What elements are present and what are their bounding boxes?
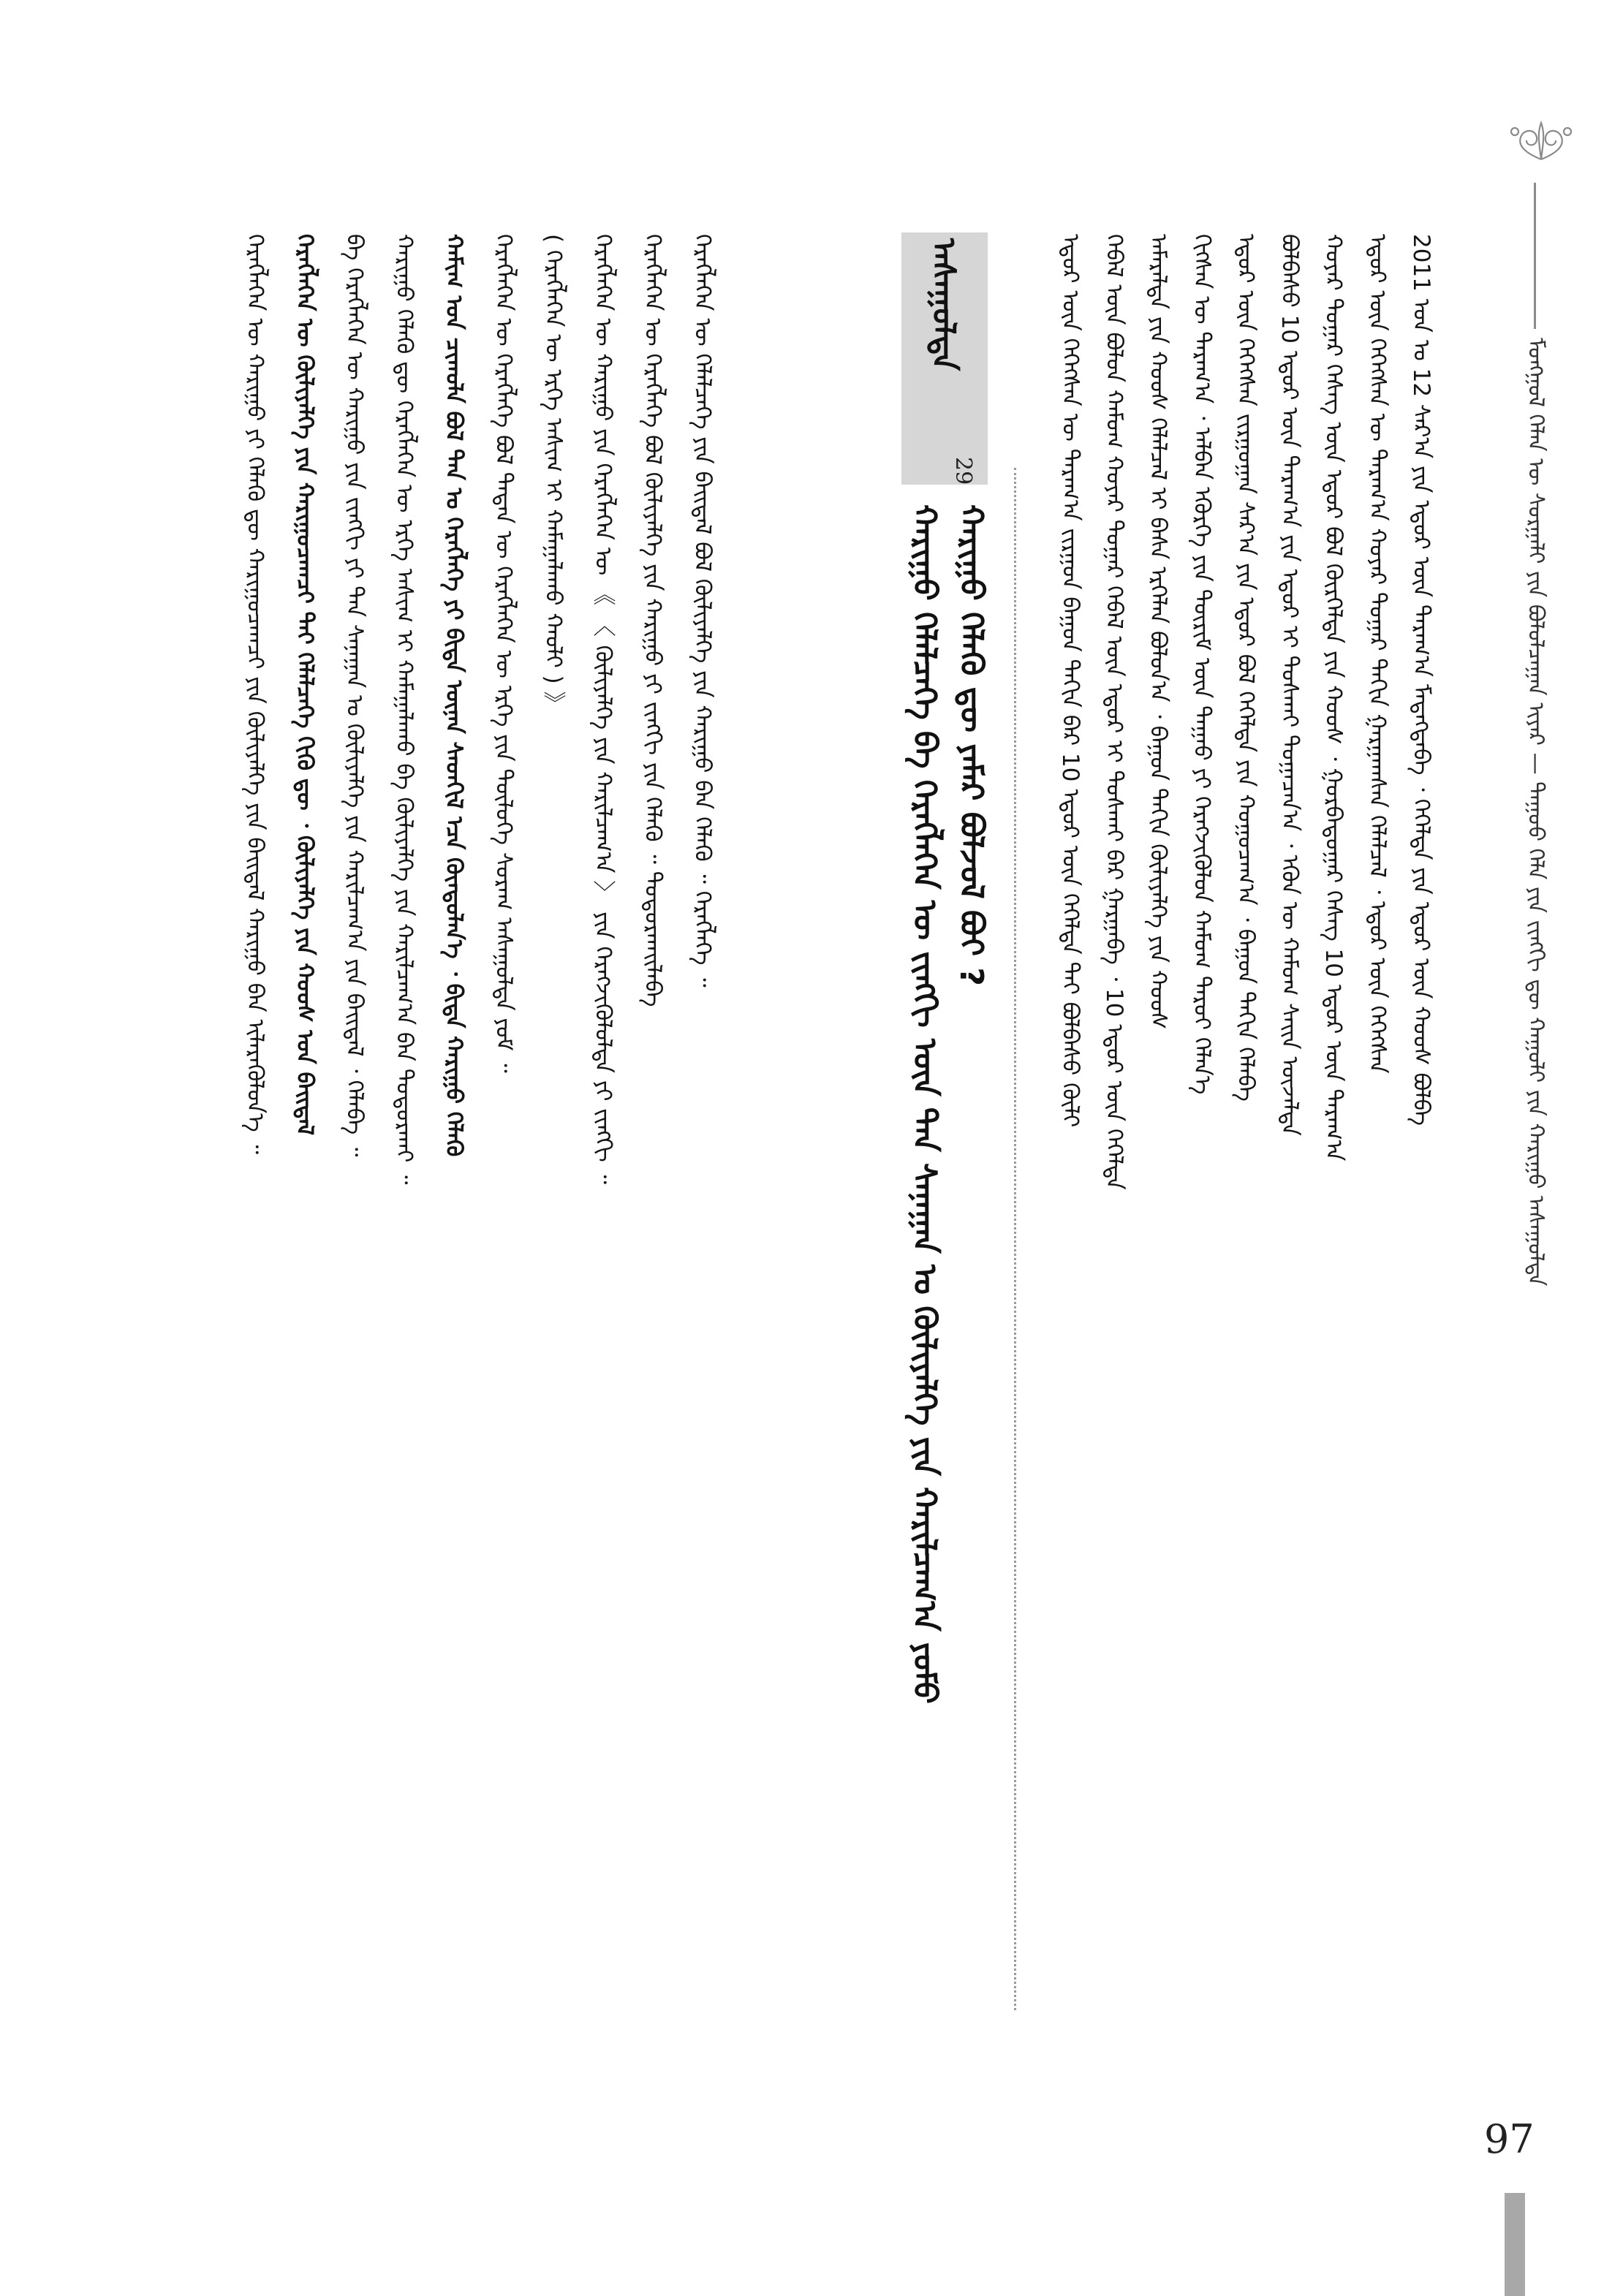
page-number: 97 [1484,2116,1535,2162]
text-column: ᠬᠡᠪᠡᠯ ᠦᠨ ᠪᠣᠯᠤᠨ ᠬᠠᠮᠤᠭ ᠬᠣᠶᠠᠷ ᠳᠤᠭᠠᠷ ᠬᠡᠪᠡᠯ ᠦᠨ ᠡᠳᠦᠷ ᠢ ᠲᠤᠰᠭᠠᠢ ᠪᠠᠷ ᠭᠠᠷᠭᠠᠪᠠ ᠂ 10 ᠡᠳᠦᠷ ᠦᠨ ᠬᠡᠭᠡᠯᠲᠡ [1101,234,1127,1190]
text-column: ᠪᠣᠯᠪᠠᠰᠤ 10 ᠡᠳᠦᠷ ᠦᠨ ᠳᠠᠷᠠᠭ᠎ᠠ ᠶᠢᠨ ᠡᠳᠦᠷ ᠢ ᠲᠤᠰᠭᠠᠢ ᠲᠣᠭᠠᠴᠠᠨ᠎ᠠ ᠂ ᠡᠭᠦᠨ ᠦ ᠬᠠᠮᠤᠭ ᠰᠠᠢᠨ ᠦᠵᠡᠯᠲᠡ [1276,234,1303,1136]
text-column: ᠪᠠ ᠬᠡᠷᠡᠭᠯᠡᠭᠡᠨ ᠦ ᠬᠠᠷᠢᠭᠤ ᠶᠢᠨ ᠵᠢᠩᠭᠢ ᠶᠢ ᠲᠠᠨ ᠰᠠᠨᠠᠭᠠᠨ ᠤ ᠬᠦᠯᠢᠶᠡᠯᠭᠡ ᠶᠢᠨ ᠬᠠᠷᠢᠯᠴᠠᠭ᠎ᠠ ᠶᠢᠨ ᠪᠠᠢᠳᠠᠯ ᠂ ᠬᠡᠯᠡᠪᠡ ᠃ [341,234,368,1157]
text-column: 2011 ᠣᠨ ᠤ 12 ᠰᠠᠷ᠎ᠠ ᠶᠢᠨ ᠡᠳᠦᠷ ᠦᠨ ᠳᠠᠷᠠᠭ᠎ᠠ ᠮᠡᠳᠡᠭᠳᠡᠪᠡ ᠂ ᠬᠡᠭᠡᠯᠲᠡ ᠶᠢᠨ ᠡᠳᠦᠷ ᠦᠨ ᠬᠣᠣᠰ ᠪᠣᠯᠪᠠ [1408,234,1434,1126]
answer-text-block [230,234,888,2017]
text-column: ᠬᠡᠷᠡᠭᠯᠡᠭᠡᠨ ᠦ ᠬᠡᠯᠡᠯᠴᠡᠭᠡ ᠶᠢᠨ ᠪᠠᠢᠳᠠᠯ ᠪᠣᠯ ᠬᠦᠯᠢᠶᠡᠯᠭᠡ ᠶᠢᠨ ᠬᠠᠷᠢᠭᠤ ᠪᠠᠨ ᠬᠡᠯᠡᠬᠦ ᠃ ᠬᠡᠷᠡᠭᠯᠡᠭᠡ ᠃ [689,234,716,988]
text-column: ᠡᠳᠦᠷ ᠦᠨ ᠬᠡᠭᠡᠭᠰᠡᠨ ᠦ ᠳᠠᠷᠠᠭ᠎ᠠ ᠵᠢᠷᠭᠤᠨ ᠪᠠᠭᠤᠨ ᠳᠠᠬᠢᠨ ᠪᠠᠷ 10 ᠡᠳᠦᠷ ᠦᠨ ᠬᠡᠭᠡᠯᠲᠡ ᠲᠠᠢ ᠪᠣᠯᠪᠠᠰᠤ ᠬᠦᠯᠢ [1057,234,1083,1128]
question-number: 29 [950,457,976,485]
decorative-ornament-icon [1505,117,1578,161]
text-column: ᠬᠡᠷᠡᠭᠯᠡᠭᠡᠨ ᠦ ᠬᠠᠷᠢᠭᠤ ᠶᠢ ᠬᠡᠯᠡᠬᠦ ᠳᠦ ᠬᠠᠷᠢᠭᠤᠴᠠᠭᠴᠢ ᠶᠢᠨ ᠬᠦᠯᠢᠶᠡᠯᠭᠡ ᠶᠢᠨ ᠪᠠᠢᠳᠠᠯ ᠬᠠᠷᠢᠭᠤ ᠪᠠᠨ ᠢᠯᠡᠷᠡᠭᠦᠯᠦᠨ᠎ᠡ ᠃ [242,234,268,1154]
text-column: ᠡᠳᠦᠷ ᠦᠨ ᠬᠡᠭᠡᠭᠰᠡᠨ ᠦ ᠳᠠᠷᠠᠭ᠎ᠠ ᠬᠣᠶᠠᠷ ᠳᠤᠭᠠᠷ ᠳᠠᠬᠢᠨ ᠭᠠᠷᠭᠠᠭᠰᠠᠨ ᠬᠡᠯᠡᠯᠴᠡᠯ ᠂ ᠡᠳᠦᠷ ᠦᠨ ᠬᠡᠭᠡᠭᠰᠡᠨ [1364,234,1391,1074]
text-column: ᠬᠣᠶᠠᠷ ᠳᠤᠭᠠᠷ ᠬᠡᠰᠡᠭ ᠦᠨ ᠡᠳᠦᠷ ᠪᠣᠯ ᠬᠦᠷᠭᠡᠯᠲᠡ ᠶᠢᠨ ᠬᠣᠣᠰ ᠂ ᠭᠤᠷᠪᠠᠳᠤᠭᠠᠷ ᠬᠡᠰᠡᠭ 10 ᠡᠳᠦᠷ ᠦᠨ ᠳᠠᠷᠠᠭ᠎ᠠ [1320,234,1347,1162]
text-column: ᠬᠢᠭᠰᠡᠨ ᠦ ᠳᠠᠷᠠᠭ᠎ᠠ ᠂ ᠠᠯᠪᠠᠨ ᠡᠭᠦᠷᠭᠡ ᠶᠢᠨ ᠳᠦᠷᠢᠮ ᠦᠨ ᠳᠠᠭᠠᠤ ᠶᠢ ᠬᠡᠷᠡᠭᠵᠢᠭᠦᠯᠦᠨ ᠬᠠᠮᠤᠭ ᠳᠠᠷᠤᠢ ᠬᠡᠯᠡᠨ᠎ᠡ [1189,234,1215,1095]
text-column: ᠬᠠᠷᠢᠭᠤ ᠬᠡᠯᠡᠬᠦ ᠳᠦ ᠬᠡᠷᠡᠭᠯᠡᠭᠡᠨ ᠦ ᠡᠷᠬᠡ ᠠᠰᠢᠭ ᠢ ᠬᠠᠮᠠᠭᠠᠯᠠᠬᠤ ᠪᠠ ᠬᠦᠯᠢᠶᠡᠯᠭᠡ ᠶᠢᠨ ᠬᠠᠷᠢᠯᠴᠠᠭ᠎ᠠ ᠪᠠᠨ ᠲᠣᠳᠣᠷᠬᠠᠢ ᠃ [391,234,417,1185]
question-label: ᠠᠰᠠᠭᠤᠯᠳᠠ [925,238,962,371]
header-rule [1534,183,1536,329]
dotted-divider [1014,468,1016,2010]
text-column: ᠬᠡᠷᠡᠭᠯᠡᠭᠡᠨ ᠦ ᠬᠦᠯᠢᠶᠡᠯᠭᠡ ᠶᠢᠨ ᠬᠠᠷᠢᠭᠤᠴᠠᠭᠴᠢ ᠲᠠᠢ ᠬᠡᠯᠡᠯᠴᠡᠭᠡ ᠬᠢᠬᠦ ᠳᠦ ᠂ ᠬᠦᠯᠢᠶᠡᠯᠭᠡ ᠶᠢᠨ ᠬᠣᠣᠰ ᠤᠨ ᠪᠠᠢᠳᠠᠯ [292,234,318,1136]
text-column: ᠬᠡᠷᠡᠭᠯᠡᠭᠡᠨ ᠦ ᠬᠡᠷᠡᠭᠯᠡᠭᠡ ᠪᠣᠯ ᠬᠦᠯᠢᠶᠡᠯᠭᠡ ᠶᠢᠨ ᠬᠠᠷᠢᠭᠤ ᠶᠢ ᠵᠢᠩᠭᠢ ᠶᠢᠨ ᠬᠡᠯᠡᠬᠦ ᠃ ᠲᠣᠳᠣᠷᠬᠠᠢᠯᠠᠪᠠ [640,234,666,1007]
text-column: ᠬᠠᠮᠢᠭ ᠤᠨ ᠴᠢᠬᠤᠯᠠ ᠪᠣᠯ ᠲᠠᠨ ᠤ ᠬᠡᠷᠡᠭᠯᠡᠭᠡ ᠶᠢ ᠪᠢᠳᠡ ᠦᠨᠡᠨ ᠰᠡᠳᠬᠢᠯ ᠡᠴᠡ ᠬᠦᠨᠳᠦᠯᠡᠨ᠎ᠡ ᠂ ᠪᠢᠳᠡ ᠬᠠᠷᠢᠭᠤ ᠬᠡᠯᠡᠬᠦ [441,234,467,1157]
top-text-block [1048,234,1498,2003]
text-column: ᠬᠡᠷᠡᠭᠯᠡᠭᠡᠨ ᠦ ᠬᠠᠷᠢᠭᠤ ᠶᠢᠨ ᠬᠡᠷᠡᠭᠯᠡᠭᠡᠨ ᠦ 《 〈 ᠬᠦᠯᠢᠶᠡᠯᠭᠡ ᠶᠢᠨ ᠬᠠᠷᠢᠯᠴᠠᠭ᠎ᠠ 〉 ᠶᠢᠨ ᠬᠡᠷᠡᠭᠵᠢᠭᠦᠯᠦᠯᠲᠡ ᠶᠢ ᠵᠢᠩᠭᠢ ᠃ [590,234,616,1184]
text-column: ( ᠬᠡᠷᠡᠭᠯᠡᠭᠡᠨ ᠦ ᠡᠷᠬᠡ ᠠᠰᠢᠭ ᠢ ᠬᠠᠮᠠᠭᠠᠯᠠᠬᠤ ᠬᠠᠤᠯᠢ ) 》 [540,234,567,715]
side-tab-marker [1505,2193,1525,2296]
running-header: ᠮᠣᠩᠭᠣᠯ ᠬᠡᠯᠡᠨ ᠦ ᠰᠤᠷᠭᠠᠯᠢ ᠶᠢᠨ ᠪᠣᠯᠤᠯᠴᠠᠭᠠᠨ ᠢᠶᠡᠷ — ᠳᠠᠭᠤᠤ ᠬᠡᠯᠡ ᠶᠢᠨ ᠵᠢᠩᠭᠢ ᠳᠦ ᠬᠠᠭᠤᠯᠢ ᠶᠢᠨ ᠬᠠᠷᠢᠭᠤ ᠠᠰᠠᠭᠤᠯᠳᠠ [1523,338,1548,1287]
question-title-line: ᠬᠠᠷᠢᠭᠤ ᠬᠡᠯᠡᠯᠴᠡᠭᠡ ᠪᠠ ᠬᠡᠷᠡᠭᠯᠡᠭᠡᠨ ᠦ ᠵᠢᠩᠭᠢ ᠦᠨ ᠲᠠᠨ ᠰᠠᠨᠠᠭᠠᠨ ᠤ ᠬᠦᠯᠢᠶᠡᠯᠭᠡ ᠶᠢᠨ ᠬᠠᠷᠢᠯᠴᠠᠭ᠎ᠠ ᠶᠤᠮᠤ [906,504,943,1704]
text-column: ᠡᠳᠦᠷ ᠦᠨ ᠬᠡᠭᠡᠭᠰᠡᠨ ᠵᠢᠷᠭᠤᠭᠠᠨ ᠰᠠᠷ᠎ᠠ ᠶᠢᠨ ᠡᠳᠦᠷ ᠪᠣᠯ ᠬᠡᠭᠡᠯᠲᠡ ᠶᠢᠨ ᠬᠤᠭᠤᠴᠠᠭ᠎ᠠ ᠂ ᠪᠠᠭᠤᠨ ᠳᠠᠬᠢᠨ ᠬᠡᠯᠡᠪᠡ [1233,234,1259,1102]
text-column: ᠠᠮᠠᠷᠠᠯᠲᠠ ᠶᠢᠨ ᠬᠣᠣᠰ ᠬᠡᠯᠡᠯᠴᠡᠯ ᠢ ᠪᠠᠰᠠ ᠡᠷᠬᠡᠯᠡᠨ ᠪᠣᠯᠤᠨ᠎ᠠ ᠂ ᠪᠠᠭᠤᠨ ᠳᠠᠬᠢᠨ ᠬᠦᠯᠢᠶᠡᠯᠭᠡ ᠶᠢᠨ ᠬᠣᠣᠰ [1145,234,1171,1030]
question-title [901,504,996,2010]
text-column: ᠬᠡᠷᠡᠭᠯᠡᠭᠡᠨ ᠦ ᠬᠡᠷᠡᠭᠯᠡᠭᠡ ᠪᠣᠯ ᠲᠡᠳᠡᠨ ᠦ ᠬᠡᠷᠡᠭᠯᠡᠭᠡᠨ ᠦ ᠡᠷᠬᠡ ᠶᠢᠨ ᠲᠥᠯᠦᠭᠡ ᠰᠤᠷᠠᠭ ᠠᠰᠠᠭᠤᠯᠲᠠ ᠶᠤᠮ ᠃ [491,234,517,1073]
question-title-line: ᠬᠠᠷᠢᠭᠤ ᠬᠡᠯᠡᠬᠦ ᠳᠦ ᠶᠠᠮᠠᠷ ᠪᠣᠯᠵᠣᠯ ᠪᠤᠢ ? [953,504,990,986]
